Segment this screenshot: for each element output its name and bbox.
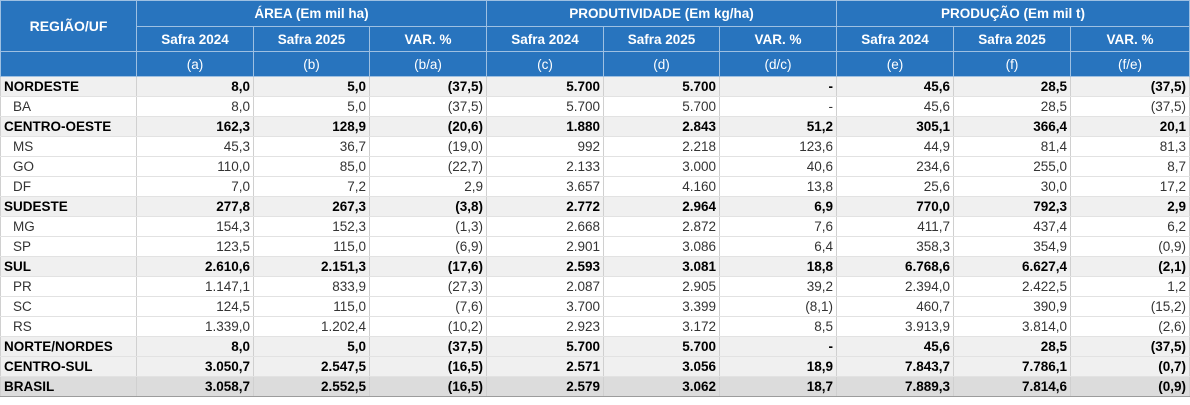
- table-cell: (20,6): [370, 117, 487, 137]
- table-cell: 4.160: [604, 177, 720, 197]
- table-cell: 8,0: [137, 337, 254, 357]
- table-cell: 13,8: [720, 177, 837, 197]
- table-cell: 8,5: [720, 317, 837, 337]
- table-cell: (16,5): [370, 357, 487, 377]
- table-cell: 28,5: [954, 77, 1071, 97]
- table-cell: 3.062: [604, 377, 720, 397]
- table-cell: 8,0: [137, 77, 254, 97]
- table-cell: 6,4: [720, 237, 837, 257]
- row-label: BA: [1, 97, 137, 117]
- table-cell: 2.668: [487, 217, 604, 237]
- table-cell: 3.058,7: [137, 377, 254, 397]
- table-cell: 2.872: [604, 217, 720, 237]
- column-formula-label: (c): [487, 52, 604, 77]
- table-cell: 1.880: [487, 117, 604, 137]
- table-cell: 17,2: [1071, 177, 1190, 197]
- table-cell: 2.552,5: [254, 377, 370, 397]
- row-label: CENTRO-SUL: [1, 357, 137, 377]
- table-cell: 7,2: [254, 177, 370, 197]
- state-row: [1, 237, 1190, 257]
- table-cell: 5,0: [254, 337, 370, 357]
- header-column-row: [1, 27, 1190, 52]
- table-cell: 2.087: [487, 277, 604, 297]
- table-cell: 5.700: [487, 77, 604, 97]
- table-cell: 44,9: [837, 137, 954, 157]
- state-row: [1, 317, 1190, 337]
- table-cell: 234,6: [837, 157, 954, 177]
- table-cell: 2.218: [604, 137, 720, 157]
- column-formula-label: (d/c): [720, 52, 837, 77]
- table-cell: 7,6: [720, 217, 837, 237]
- table-cell: 45,6: [837, 97, 954, 117]
- column-formula-label: (f/e): [1071, 52, 1190, 77]
- table-cell: 20,1: [1071, 117, 1190, 137]
- table-cell: (6,9): [370, 237, 487, 257]
- table-cell: (37,5): [1071, 337, 1190, 357]
- table-cell: 45,3: [137, 137, 254, 157]
- table-cell: 267,3: [254, 197, 370, 217]
- column-formula-label: (f): [954, 52, 1071, 77]
- table-cell: (0,9): [1071, 237, 1190, 257]
- column-header: Safra 2024: [137, 27, 254, 52]
- table-cell: 28,5: [954, 337, 1071, 357]
- table-cell: (27,3): [370, 277, 487, 297]
- table-cell: (0,7): [1071, 357, 1190, 377]
- table-cell: 2.843: [604, 117, 720, 137]
- table-cell: 3.700: [487, 297, 604, 317]
- table-cell: 437,4: [954, 217, 1071, 237]
- table-cell: 2.905: [604, 277, 720, 297]
- table-cell: 358,3: [837, 237, 954, 257]
- row-label: CENTRO-OESTE: [1, 117, 137, 137]
- table-cell: 1.202,4: [254, 317, 370, 337]
- table-cell: 110,0: [137, 157, 254, 177]
- table-cell: 6.627,4: [954, 257, 1071, 277]
- table-cell: 36,7: [254, 137, 370, 157]
- table-cell: 2.772: [487, 197, 604, 217]
- table-cell: (15,2): [1071, 297, 1190, 317]
- state-row: [1, 177, 1190, 197]
- table-cell: (22,7): [370, 157, 487, 177]
- table-cell: 1,2: [1071, 277, 1190, 297]
- table-cell: 3.814,0: [954, 317, 1071, 337]
- column-header: Safra 2025: [604, 27, 720, 52]
- column-header: Safra 2025: [254, 27, 370, 52]
- row-label: SUL: [1, 257, 137, 277]
- column-formula-label: (a): [137, 52, 254, 77]
- row-label: DF: [1, 177, 137, 197]
- table-cell: 6,2: [1071, 217, 1190, 237]
- table-cell: 152,3: [254, 217, 370, 237]
- table-cell: 8,7: [1071, 157, 1190, 177]
- table-cell: 6.768,6: [837, 257, 954, 277]
- region-row: [1, 117, 1190, 137]
- table-cell: 5.700: [604, 77, 720, 97]
- table-cell: 2.901: [487, 237, 604, 257]
- table-cell: 460,7: [837, 297, 954, 317]
- table-cell: 51,2: [720, 117, 837, 137]
- table-cell: 2.593: [487, 257, 604, 277]
- table-cell: (37,5): [370, 337, 487, 357]
- table-cell: 3.056: [604, 357, 720, 377]
- table-cell: 5.700: [604, 337, 720, 357]
- table-cell: 30,0: [954, 177, 1071, 197]
- region-row: [1, 357, 1190, 377]
- table-cell: (7,6): [370, 297, 487, 317]
- table-cell: 2.133: [487, 157, 604, 177]
- table-cell: 5.700: [604, 97, 720, 117]
- table-cell: (8,1): [720, 297, 837, 317]
- state-row: [1, 97, 1190, 117]
- table-cell: 40,6: [720, 157, 837, 177]
- state-row: [1, 137, 1190, 157]
- table-cell: (37,5): [370, 97, 487, 117]
- table-cell: 128,9: [254, 117, 370, 137]
- table-cell: 5,0: [254, 77, 370, 97]
- table-cell: 8,0: [137, 97, 254, 117]
- region-row: [1, 77, 1190, 97]
- table-cell: 7.889,3: [837, 377, 954, 397]
- table-cell: 123,5: [137, 237, 254, 257]
- table-cell: 2.923: [487, 317, 604, 337]
- table-cell: 2.422,5: [954, 277, 1071, 297]
- table-cell: 2.394,0: [837, 277, 954, 297]
- table-cell: 115,0: [254, 297, 370, 317]
- table-cell: 3.086: [604, 237, 720, 257]
- column-header: Safra 2024: [487, 27, 604, 52]
- table-cell: 45,6: [837, 77, 954, 97]
- table-cell: 115,0: [254, 237, 370, 257]
- table-cell: 2,9: [1071, 197, 1190, 217]
- column-formula-label: (d): [604, 52, 720, 77]
- table-cell: 7.786,1: [954, 357, 1071, 377]
- column-header: Safra 2025: [954, 27, 1071, 52]
- table-cell: (37,5): [1071, 77, 1190, 97]
- table-cell: 18,7: [720, 377, 837, 397]
- row-label: PR: [1, 277, 137, 297]
- table-cell: 45,6: [837, 337, 954, 357]
- table-cell: 2.964: [604, 197, 720, 217]
- table-header: [1, 1, 1190, 77]
- table-cell: 3.000: [604, 157, 720, 177]
- table-cell: 992: [487, 137, 604, 157]
- table-cell: 5,0: [254, 97, 370, 117]
- table-cell: 305,1: [837, 117, 954, 137]
- table-cell: 7,0: [137, 177, 254, 197]
- header-formula-row: [1, 52, 1190, 77]
- region-column-header: REGIÃO/UF: [1, 1, 137, 52]
- region-row: [1, 197, 1190, 217]
- table-cell: (19,0): [370, 137, 487, 157]
- table-cell: 85,0: [254, 157, 370, 177]
- table-cell: 3.081: [604, 257, 720, 277]
- table-body: [1, 77, 1190, 397]
- table-cell: 5.700: [487, 97, 604, 117]
- table-cell: 25,6: [837, 177, 954, 197]
- table-cell: -: [720, 337, 837, 357]
- table-cell: 3.172: [604, 317, 720, 337]
- table-cell: 7.814,6: [954, 377, 1071, 397]
- table-cell: 124,5: [137, 297, 254, 317]
- state-row: [1, 157, 1190, 177]
- table-cell: 2.151,3: [254, 257, 370, 277]
- table-cell: 18,9: [720, 357, 837, 377]
- group-header: ÁREA (Em mil ha): [137, 1, 487, 27]
- row-label: MG: [1, 217, 137, 237]
- table-cell: 18,8: [720, 257, 837, 277]
- table-cell: 2.579: [487, 377, 604, 397]
- table-cell: 28,5: [954, 97, 1071, 117]
- total-row: [1, 377, 1190, 397]
- table-cell: (1,3): [370, 217, 487, 237]
- table-cell: 354,9: [954, 237, 1071, 257]
- table-cell: (3,8): [370, 197, 487, 217]
- table-cell: (2,6): [1071, 317, 1190, 337]
- row-label: RS: [1, 317, 137, 337]
- table-cell: 277,8: [137, 197, 254, 217]
- table-cell: 39,2: [720, 277, 837, 297]
- table-cell: 2.571: [487, 357, 604, 377]
- table-cell: 411,7: [837, 217, 954, 237]
- table-cell: -: [720, 77, 837, 97]
- table-cell: 5.700: [487, 337, 604, 357]
- table-cell: 2,9: [370, 177, 487, 197]
- column-header: VAR. %: [370, 27, 487, 52]
- row-label: BRASIL: [1, 377, 137, 397]
- table-cell: 255,0: [954, 157, 1071, 177]
- region-row: [1, 337, 1190, 357]
- column-formula-label: (e): [837, 52, 954, 77]
- column-header: VAR. %: [1071, 27, 1190, 52]
- table-cell: 6,9: [720, 197, 837, 217]
- state-row: [1, 277, 1190, 297]
- table-cell: (2,1): [1071, 257, 1190, 277]
- group-header: PRODUÇÃO (Em mil t): [837, 1, 1190, 27]
- table-cell: (10,2): [370, 317, 487, 337]
- table-cell: (0,9): [1071, 377, 1190, 397]
- group-header: PRODUTIVIDADE (Em kg/ha): [487, 1, 837, 27]
- table-cell: 1.339,0: [137, 317, 254, 337]
- column-formula-label: (b): [254, 52, 370, 77]
- row-label: SUDESTE: [1, 197, 137, 217]
- table-cell: 3.050,7: [137, 357, 254, 377]
- table-cell: 81,4: [954, 137, 1071, 157]
- state-row: [1, 297, 1190, 317]
- table-cell: 7.843,7: [837, 357, 954, 377]
- table-cell: 162,3: [137, 117, 254, 137]
- table-cell: 770,0: [837, 197, 954, 217]
- table-cell: 2.547,5: [254, 357, 370, 377]
- region-row: [1, 257, 1190, 277]
- table-cell: 390,9: [954, 297, 1071, 317]
- column-header: VAR. %: [720, 27, 837, 52]
- table-cell: 3.399: [604, 297, 720, 317]
- table-cell: 792,3: [954, 197, 1071, 217]
- table-cell: (17,6): [370, 257, 487, 277]
- table-cell: -: [720, 97, 837, 117]
- table-cell: (37,5): [370, 77, 487, 97]
- column-header: Safra 2024: [837, 27, 954, 52]
- table-cell: 3.657: [487, 177, 604, 197]
- table-cell: (16,5): [370, 377, 487, 397]
- table-cell: 2.610,6: [137, 257, 254, 277]
- table-cell: 1.147,1: [137, 277, 254, 297]
- row-label: NORDESTE: [1, 77, 137, 97]
- table-cell: 833,9: [254, 277, 370, 297]
- row-label: SP: [1, 237, 137, 257]
- table-cell: (37,5): [1071, 97, 1190, 117]
- header-group-row: [1, 1, 1190, 27]
- row-label: NORTE/NORDES: [1, 337, 137, 357]
- table-cell: 81,3: [1071, 137, 1190, 157]
- row-label: SC: [1, 297, 137, 317]
- state-row: [1, 217, 1190, 237]
- column-formula-label: (b/a): [370, 52, 487, 77]
- row-label: GO: [1, 157, 137, 177]
- table-cell: 123,6: [720, 137, 837, 157]
- table-cell: 3.913,9: [837, 317, 954, 337]
- table-cell: 154,3: [137, 217, 254, 237]
- table-cell: 366,4: [954, 117, 1071, 137]
- row-label: MS: [1, 137, 137, 157]
- region-header-filler: [1, 52, 137, 77]
